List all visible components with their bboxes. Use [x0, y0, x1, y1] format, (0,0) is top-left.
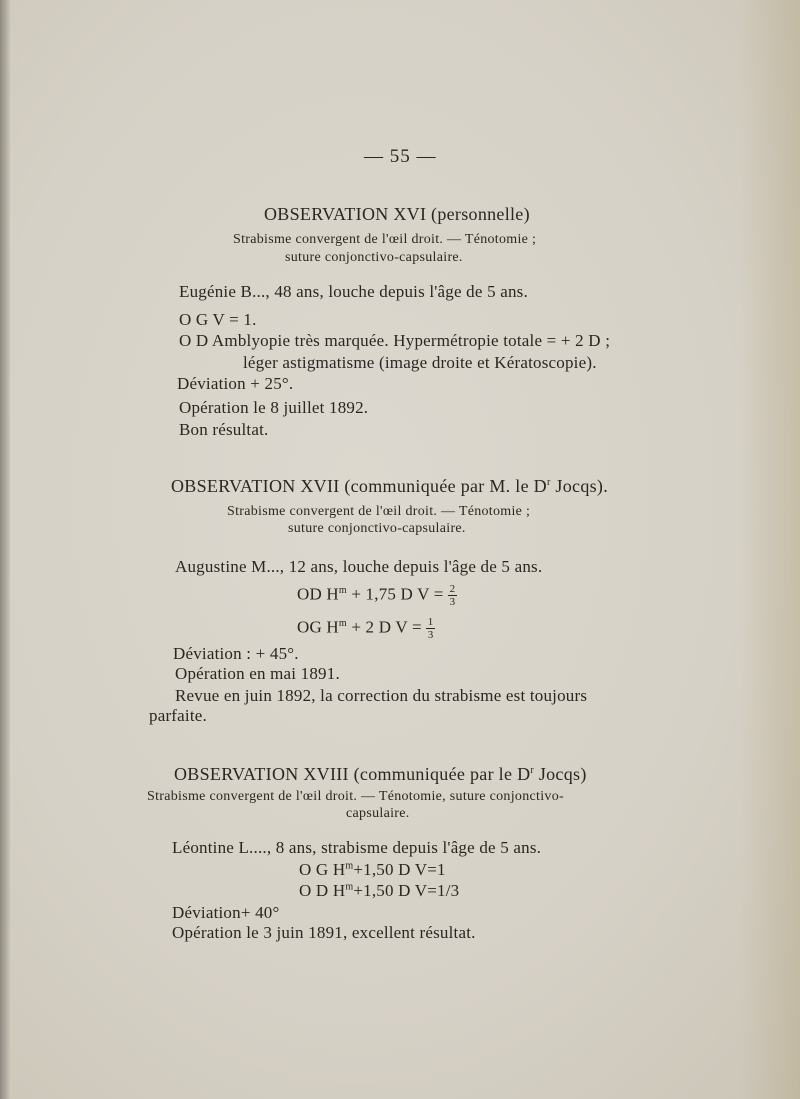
obs17-subtitle-2: suture conjonctivo-capsulaire.: [288, 521, 466, 536]
obs17-od-fraction: [448, 583, 458, 608]
obs17-revue-2: parfaite.: [149, 706, 207, 725]
obs18-subtitle-2: capsulaire.: [346, 806, 410, 821]
obs17-og: [297, 616, 435, 641]
obs17-title-text: OBSERVATION XVII (communiquée par M. le D: [171, 476, 547, 496]
obs18-od: [299, 881, 459, 901]
obs16-od-2: léger astigmatisme (image droite et Kératoscopie).: [243, 353, 597, 372]
obs17-od-value: + 1,75 D V =: [346, 584, 444, 604]
obs16-title: OBSERVATION XVI (personnelle): [264, 204, 530, 224]
obs17-og-fraction: [426, 616, 436, 641]
obs18-operation: Opération le 3 juin 1891, excellent résultat.: [172, 923, 476, 942]
page-edge-stain: [740, 0, 800, 1099]
obs18-od-value: +1,50 D V=1/3: [353, 881, 460, 900]
obs17-og-value: + 2 D V =: [346, 617, 422, 637]
obs17-subtitle-1: Strabisme convergent de l'œil droit. — Ténotomie ;: [227, 504, 531, 519]
obs16-patient: Eugénie B..., 48 ans, louche depuis l'âge de 5 ans.: [179, 282, 528, 301]
obs16-deviation: Déviation + 25°.: [177, 374, 294, 393]
obs18-od-sup: m: [345, 881, 354, 893]
obs18-deviation: Déviation+ 40°: [172, 903, 280, 922]
obs16-od-1: O D Amblyopie très marquée. Hypermétropie totale = + 2 D ;: [179, 331, 611, 350]
obs17-deviation: Déviation : + 45°.: [173, 644, 299, 663]
obs16-subtitle-1: Strabisme convergent de l'œil droit. — Ténotomie ;: [233, 232, 537, 247]
obs17-og-numerator: 1: [427, 616, 434, 628]
obs18-og-sup: m: [345, 860, 354, 872]
obs18-od-text: O D H: [299, 881, 346, 900]
obs18-og-value: +1,50 D V=1: [353, 860, 446, 879]
obs17-od-text: OD H: [297, 584, 339, 604]
obs17-title-end: Jocqs).: [550, 476, 609, 496]
obs16-result: Bon résultat.: [179, 420, 269, 439]
obs18-og: [299, 860, 446, 880]
obs18-title-text: OBSERVATION XVIII (communiquée par le D: [174, 764, 531, 784]
obs17-revue-1: Revue en juin 1892, la correction du strabisme est toujours: [175, 686, 588, 705]
obs17-title: [171, 476, 608, 497]
obs16-og: O G V = 1.: [179, 310, 257, 329]
obs17-od: [297, 583, 457, 608]
obs17-od-denominator: 3: [449, 596, 456, 608]
obs17-operation: Opération en mai 1891.: [175, 664, 340, 683]
obs18-subtitle-1: Strabisme convergent de l'œil droit. — Ténotomie, suture conjonctivo-: [147, 789, 564, 804]
obs17-og-text: OG H: [297, 617, 339, 637]
obs17-patient: Augustine M..., 12 ans, louche depuis l'âge de 5 ans.: [175, 557, 543, 576]
obs18-og-text: O G H: [299, 860, 346, 879]
page-number: — 55 —: [364, 146, 437, 167]
obs17-og-denominator: 3: [427, 629, 434, 641]
obs17-od-numerator: 2: [449, 583, 456, 595]
obs17-od-sup: m: [338, 584, 347, 596]
obs16-subtitle-2: suture conjonctivo-capsulaire.: [285, 250, 463, 265]
book-spine-shadow: [0, 0, 10, 1099]
obs17-title-sup: r: [546, 477, 551, 488]
obs18-title: [174, 764, 587, 785]
obs16-operation: Opération le 8 juillet 1892.: [179, 398, 369, 417]
obs18-patient: Léontine L...., 8 ans, strabisme depuis l'âge de 5 ans.: [172, 838, 542, 857]
obs17-og-sup: m: [338, 617, 347, 629]
obs18-title-end: Jocqs): [534, 764, 587, 784]
obs18-title-sup: r: [530, 765, 535, 776]
